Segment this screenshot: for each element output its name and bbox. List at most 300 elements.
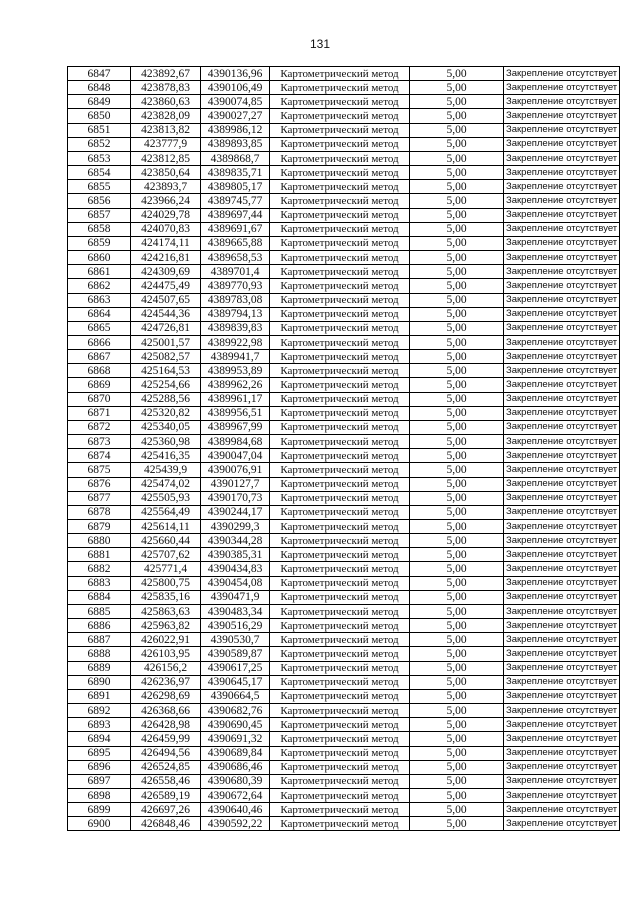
table-row <box>68 619 620 633</box>
accuracy-cell: 5,00 <box>410 520 504 534</box>
accuracy-cell: 5,00 <box>410 619 504 633</box>
fixation-cell: Закрепление отсутствует <box>504 534 620 548</box>
y-coordinate-cell: 4390385,31 <box>201 548 270 562</box>
fixation-cell: Закрепление отсутствует <box>504 760 620 774</box>
method-cell: Картометрический метод <box>270 817 410 831</box>
fixation-cell: Закрепление отсутствует <box>504 81 620 95</box>
method-cell: Картометрический метод <box>270 760 410 774</box>
x-coordinate-cell: 424070,83 <box>131 222 201 236</box>
point-number-cell: 6895 <box>68 746 131 760</box>
x-coordinate-cell: 423966,24 <box>131 194 201 208</box>
point-number-cell: 6863 <box>68 293 131 307</box>
x-coordinate-cell: 425416,35 <box>131 449 201 463</box>
y-coordinate-cell: 4389868,7 <box>201 151 270 165</box>
accuracy-cell: 5,00 <box>410 590 504 604</box>
point-number-cell: 6893 <box>68 718 131 732</box>
table-row <box>68 562 620 576</box>
x-coordinate-cell: 424309,69 <box>131 265 201 279</box>
y-coordinate-cell: 4390645,17 <box>201 675 270 689</box>
table-row <box>68 548 620 562</box>
method-cell: Картометрический метод <box>270 236 410 250</box>
table-row <box>68 704 620 718</box>
y-coordinate-cell: 4389956,51 <box>201 406 270 420</box>
point-number-cell: 6851 <box>68 123 131 137</box>
x-coordinate-cell: 423812,85 <box>131 151 201 165</box>
x-coordinate-cell: 425963,82 <box>131 619 201 633</box>
method-cell: Картометрический метод <box>270 788 410 802</box>
y-coordinate-cell: 4390640,46 <box>201 803 270 817</box>
y-coordinate-cell: 4390076,91 <box>201 463 270 477</box>
x-coordinate-cell: 425001,57 <box>131 335 201 349</box>
y-coordinate-cell: 4390127,7 <box>201 477 270 491</box>
y-coordinate-cell: 4390483,34 <box>201 604 270 618</box>
x-coordinate-cell: 425254,66 <box>131 378 201 392</box>
accuracy-cell: 5,00 <box>410 279 504 293</box>
point-number-cell: 6894 <box>68 732 131 746</box>
y-coordinate-cell: 4390471,9 <box>201 590 270 604</box>
accuracy-cell: 5,00 <box>410 576 504 590</box>
accuracy-cell: 5,00 <box>410 180 504 194</box>
table-row <box>68 420 620 434</box>
accuracy-cell: 5,00 <box>410 491 504 505</box>
point-number-cell: 6887 <box>68 633 131 647</box>
x-coordinate-cell: 425439,9 <box>131 463 201 477</box>
accuracy-cell: 5,00 <box>410 633 504 647</box>
fixation-cell: Закрепление отсутствует <box>504 166 620 180</box>
accuracy-cell: 5,00 <box>410 435 504 449</box>
fixation-cell: Закрепление отсутствует <box>504 604 620 618</box>
method-cell: Картометрический метод <box>270 675 410 689</box>
accuracy-cell: 5,00 <box>410 449 504 463</box>
table-row <box>68 81 620 95</box>
table-row <box>68 265 620 279</box>
fixation-cell: Закрепление отсутствует <box>504 704 620 718</box>
point-number-cell: 6883 <box>68 576 131 590</box>
y-coordinate-cell: 4389962,26 <box>201 378 270 392</box>
method-cell: Картометрический метод <box>270 251 410 265</box>
point-number-cell: 6876 <box>68 477 131 491</box>
table-row <box>68 95 620 109</box>
table-row <box>68 236 620 250</box>
method-cell: Картометрический метод <box>270 704 410 718</box>
accuracy-cell: 5,00 <box>410 109 504 123</box>
accuracy-cell: 5,00 <box>410 236 504 250</box>
accuracy-cell: 5,00 <box>410 661 504 675</box>
table-row <box>68 760 620 774</box>
fixation-cell: Закрепление отсутствует <box>504 137 620 151</box>
point-number-cell: 6892 <box>68 704 131 718</box>
accuracy-cell: 5,00 <box>410 420 504 434</box>
fixation-cell: Закрепление отсутствует <box>504 392 620 406</box>
y-coordinate-cell: 4390106,49 <box>201 81 270 95</box>
fixation-cell: Закрепление отсутствует <box>504 194 620 208</box>
y-coordinate-cell: 4389745,77 <box>201 194 270 208</box>
accuracy-cell: 5,00 <box>410 689 504 703</box>
x-coordinate-cell: 425320,82 <box>131 406 201 420</box>
fixation-cell: Закрепление отсутствует <box>504 689 620 703</box>
x-coordinate-cell: 425288,56 <box>131 392 201 406</box>
y-coordinate-cell: 4390299,3 <box>201 520 270 534</box>
x-coordinate-cell: 425564,49 <box>131 505 201 519</box>
table-row <box>68 251 620 265</box>
x-coordinate-cell: 425082,57 <box>131 350 201 364</box>
point-number-cell: 6884 <box>68 590 131 604</box>
table-row <box>68 222 620 236</box>
method-cell: Картометрический метод <box>270 647 410 661</box>
accuracy-cell: 5,00 <box>410 293 504 307</box>
point-number-cell: 6856 <box>68 194 131 208</box>
accuracy-cell: 5,00 <box>410 67 504 81</box>
point-number-cell: 6888 <box>68 647 131 661</box>
point-number-cell: 6890 <box>68 675 131 689</box>
method-cell: Картометрический метод <box>270 505 410 519</box>
y-coordinate-cell: 4390686,46 <box>201 760 270 774</box>
fixation-cell: Закрепление отсутствует <box>504 335 620 349</box>
x-coordinate-cell: 425340,05 <box>131 420 201 434</box>
table-row <box>68 520 620 534</box>
method-cell: Картометрический метод <box>270 67 410 81</box>
method-cell: Картометрический метод <box>270 222 410 236</box>
fixation-cell: Закрепление отсутствует <box>504 718 620 732</box>
accuracy-cell: 5,00 <box>410 463 504 477</box>
table-row <box>68 661 620 675</box>
fixation-cell: Закрепление отсутствует <box>504 817 620 831</box>
table-row <box>68 166 620 180</box>
y-coordinate-cell: 4390516,29 <box>201 619 270 633</box>
y-coordinate-cell: 4390689,84 <box>201 746 270 760</box>
table-row <box>68 449 620 463</box>
fixation-cell: Закрепление отсутствует <box>504 746 620 760</box>
x-coordinate-cell: 424726,81 <box>131 321 201 335</box>
table-row <box>68 392 620 406</box>
fixation-cell: Закрепление отсутствует <box>504 788 620 802</box>
fixation-cell: Закрепление отсутствует <box>504 67 620 81</box>
point-number-cell: 6889 <box>68 661 131 675</box>
table-row <box>68 505 620 519</box>
point-number-cell: 6898 <box>68 788 131 802</box>
x-coordinate-cell: 425800,75 <box>131 576 201 590</box>
method-cell: Картометрический метод <box>270 774 410 788</box>
x-coordinate-cell: 426022,91 <box>131 633 201 647</box>
table-row <box>68 534 620 548</box>
x-coordinate-cell: 426459,99 <box>131 732 201 746</box>
x-coordinate-cell: 425835,16 <box>131 590 201 604</box>
x-coordinate-cell: 426494,56 <box>131 746 201 760</box>
method-cell: Картометрический метод <box>270 406 410 420</box>
table-row <box>68 689 620 703</box>
fixation-cell: Закрепление отсутствует <box>504 505 620 519</box>
fixation-cell: Закрепление отсутствует <box>504 222 620 236</box>
y-coordinate-cell: 4389805,17 <box>201 180 270 194</box>
fixation-cell: Закрепление отсутствует <box>504 562 620 576</box>
y-coordinate-cell: 4390530,7 <box>201 633 270 647</box>
point-number-cell: 6868 <box>68 364 131 378</box>
fixation-cell: Закрепление отсутствует <box>504 321 620 335</box>
fixation-cell: Закрепление отсутствует <box>504 109 620 123</box>
accuracy-cell: 5,00 <box>410 208 504 222</box>
table-row <box>68 817 620 831</box>
x-coordinate-cell: 426368,66 <box>131 704 201 718</box>
point-number-cell: 6867 <box>68 350 131 364</box>
method-cell: Картометрический метод <box>270 746 410 760</box>
accuracy-cell: 5,00 <box>410 364 504 378</box>
point-number-cell: 6847 <box>68 67 131 81</box>
accuracy-cell: 5,00 <box>410 335 504 349</box>
point-number-cell: 6897 <box>68 774 131 788</box>
point-number-cell: 6899 <box>68 803 131 817</box>
method-cell: Картометрический метод <box>270 718 410 732</box>
accuracy-cell: 5,00 <box>410 774 504 788</box>
table-row <box>68 590 620 604</box>
table-row <box>68 746 620 760</box>
y-coordinate-cell: 4389986,12 <box>201 123 270 137</box>
accuracy-cell: 5,00 <box>410 321 504 335</box>
accuracy-cell: 5,00 <box>410 222 504 236</box>
y-coordinate-cell: 4389984,68 <box>201 435 270 449</box>
fixation-cell: Закрепление отсутствует <box>504 151 620 165</box>
accuracy-cell: 5,00 <box>410 718 504 732</box>
fixation-cell: Закрепление отсутствует <box>504 378 620 392</box>
accuracy-cell: 5,00 <box>410 307 504 321</box>
accuracy-cell: 5,00 <box>410 151 504 165</box>
fixation-cell: Закрепление отсутствует <box>504 364 620 378</box>
accuracy-cell: 5,00 <box>410 505 504 519</box>
accuracy-cell: 5,00 <box>410 788 504 802</box>
fixation-cell: Закрепление отсутствует <box>504 293 620 307</box>
table-row <box>68 788 620 802</box>
point-number-cell: 6859 <box>68 236 131 250</box>
y-coordinate-cell: 4390047,04 <box>201 449 270 463</box>
y-coordinate-cell: 4389835,71 <box>201 166 270 180</box>
y-coordinate-cell: 4389701,4 <box>201 265 270 279</box>
method-cell: Картометрический метод <box>270 633 410 647</box>
point-number-cell: 6855 <box>68 180 131 194</box>
x-coordinate-cell: 425164,53 <box>131 364 201 378</box>
accuracy-cell: 5,00 <box>410 123 504 137</box>
point-number-cell: 6873 <box>68 435 131 449</box>
method-cell: Картометрический метод <box>270 265 410 279</box>
x-coordinate-cell: 423850,64 <box>131 166 201 180</box>
point-number-cell: 6886 <box>68 619 131 633</box>
table-row <box>68 321 620 335</box>
fixation-cell: Закрепление отсутствует <box>504 180 620 194</box>
method-cell: Картометрический метод <box>270 619 410 633</box>
y-coordinate-cell: 4389922,98 <box>201 335 270 349</box>
table-row <box>68 675 620 689</box>
table-row <box>68 151 620 165</box>
fixation-cell: Закрепление отсутствует <box>504 576 620 590</box>
x-coordinate-cell: 424475,49 <box>131 279 201 293</box>
table-row <box>68 364 620 378</box>
method-cell: Картометрический метод <box>270 335 410 349</box>
y-coordinate-cell: 4390244,17 <box>201 505 270 519</box>
accuracy-cell: 5,00 <box>410 350 504 364</box>
fixation-cell: Закрепление отсутствует <box>504 449 620 463</box>
point-number-cell: 6872 <box>68 420 131 434</box>
x-coordinate-cell: 426558,46 <box>131 774 201 788</box>
table-row <box>68 307 620 321</box>
y-coordinate-cell: 4389794,13 <box>201 307 270 321</box>
y-coordinate-cell: 4390682,76 <box>201 704 270 718</box>
point-number-cell: 6858 <box>68 222 131 236</box>
coordinates-table <box>67 66 620 831</box>
accuracy-cell: 5,00 <box>410 194 504 208</box>
fixation-cell: Закрепление отсутствует <box>504 675 620 689</box>
method-cell: Картометрический метод <box>270 378 410 392</box>
x-coordinate-cell: 426848,46 <box>131 817 201 831</box>
table-row <box>68 718 620 732</box>
x-coordinate-cell: 426697,26 <box>131 803 201 817</box>
method-cell: Картометрический метод <box>270 590 410 604</box>
method-cell: Картометрический метод <box>270 520 410 534</box>
method-cell: Картометрический метод <box>270 95 410 109</box>
y-coordinate-cell: 4389967,99 <box>201 420 270 434</box>
point-number-cell: 6853 <box>68 151 131 165</box>
method-cell: Картометрический метод <box>270 279 410 293</box>
fixation-cell: Закрепление отсутствует <box>504 774 620 788</box>
table-row <box>68 604 620 618</box>
x-coordinate-cell: 424544,36 <box>131 307 201 321</box>
accuracy-cell: 5,00 <box>410 251 504 265</box>
accuracy-cell: 5,00 <box>410 817 504 831</box>
table-row <box>68 194 620 208</box>
point-number-cell: 6871 <box>68 406 131 420</box>
y-coordinate-cell: 4390680,39 <box>201 774 270 788</box>
point-number-cell: 6880 <box>68 534 131 548</box>
point-number-cell: 6877 <box>68 491 131 505</box>
x-coordinate-cell: 424174,11 <box>131 236 201 250</box>
fixation-cell: Закрепление отсутствует <box>504 265 620 279</box>
x-coordinate-cell: 425771,4 <box>131 562 201 576</box>
y-coordinate-cell: 4389658,53 <box>201 251 270 265</box>
accuracy-cell: 5,00 <box>410 746 504 760</box>
accuracy-cell: 5,00 <box>410 95 504 109</box>
point-number-cell: 6850 <box>68 109 131 123</box>
y-coordinate-cell: 4390672,64 <box>201 788 270 802</box>
point-number-cell: 6849 <box>68 95 131 109</box>
point-number-cell: 6879 <box>68 520 131 534</box>
x-coordinate-cell: 426156,2 <box>131 661 201 675</box>
x-coordinate-cell: 426298,69 <box>131 689 201 703</box>
y-coordinate-cell: 4389953,89 <box>201 364 270 378</box>
y-coordinate-cell: 4389961,17 <box>201 392 270 406</box>
table-row <box>68 378 620 392</box>
fixation-cell: Закрепление отсутствует <box>504 236 620 250</box>
x-coordinate-cell: 423860,63 <box>131 95 201 109</box>
y-coordinate-cell: 4389941,7 <box>201 350 270 364</box>
method-cell: Картометрический метод <box>270 732 410 746</box>
x-coordinate-cell: 425474,02 <box>131 477 201 491</box>
y-coordinate-cell: 4390691,32 <box>201 732 270 746</box>
y-coordinate-cell: 4390690,45 <box>201 718 270 732</box>
fixation-cell: Закрепление отсутствует <box>504 251 620 265</box>
point-number-cell: 6896 <box>68 760 131 774</box>
y-coordinate-cell: 4390344,28 <box>201 534 270 548</box>
method-cell: Картометрический метод <box>270 293 410 307</box>
table-body <box>68 67 620 831</box>
fixation-cell: Закрепление отсутствует <box>504 279 620 293</box>
x-coordinate-cell: 423893,7 <box>131 180 201 194</box>
x-coordinate-cell: 426589,19 <box>131 788 201 802</box>
method-cell: Картометрический метод <box>270 534 410 548</box>
accuracy-cell: 5,00 <box>410 647 504 661</box>
table-row <box>68 406 620 420</box>
method-cell: Картометрический метод <box>270 321 410 335</box>
x-coordinate-cell: 426524,85 <box>131 760 201 774</box>
table-row <box>68 491 620 505</box>
point-number-cell: 6875 <box>68 463 131 477</box>
method-cell: Картометрический метод <box>270 137 410 151</box>
method-cell: Картометрический метод <box>270 123 410 137</box>
fixation-cell: Закрепление отсутствует <box>504 307 620 321</box>
method-cell: Картометрический метод <box>270 491 410 505</box>
table-row <box>68 732 620 746</box>
y-coordinate-cell: 4390664,5 <box>201 689 270 703</box>
method-cell: Картометрический метод <box>270 449 410 463</box>
y-coordinate-cell: 4390170,73 <box>201 491 270 505</box>
x-coordinate-cell: 424507,65 <box>131 293 201 307</box>
accuracy-cell: 5,00 <box>410 534 504 548</box>
point-number-cell: 6865 <box>68 321 131 335</box>
table-row <box>68 350 620 364</box>
table-row <box>68 803 620 817</box>
point-number-cell: 6882 <box>68 562 131 576</box>
accuracy-cell: 5,00 <box>410 562 504 576</box>
fixation-cell: Закрепление отсутствует <box>504 491 620 505</box>
y-coordinate-cell: 4390074,85 <box>201 95 270 109</box>
fixation-cell: Закрепление отсутствует <box>504 208 620 222</box>
point-number-cell: 6864 <box>68 307 131 321</box>
accuracy-cell: 5,00 <box>410 732 504 746</box>
accuracy-cell: 5,00 <box>410 265 504 279</box>
fixation-cell: Закрепление отсутствует <box>504 406 620 420</box>
accuracy-cell: 5,00 <box>410 81 504 95</box>
method-cell: Картометрический метод <box>270 604 410 618</box>
point-number-cell: 6852 <box>68 137 131 151</box>
x-coordinate-cell: 423813,82 <box>131 123 201 137</box>
fixation-cell: Закрепление отсутствует <box>504 590 620 604</box>
x-coordinate-cell: 424029,78 <box>131 208 201 222</box>
fixation-cell: Закрепление отсутствует <box>504 633 620 647</box>
method-cell: Картометрический метод <box>270 392 410 406</box>
table-row <box>68 576 620 590</box>
point-number-cell: 6881 <box>68 548 131 562</box>
y-coordinate-cell: 4390027,27 <box>201 109 270 123</box>
fixation-cell: Закрепление отсутствует <box>504 477 620 491</box>
accuracy-cell: 5,00 <box>410 604 504 618</box>
fixation-cell: Закрепление отсутствует <box>504 803 620 817</box>
method-cell: Картометрический метод <box>270 689 410 703</box>
accuracy-cell: 5,00 <box>410 477 504 491</box>
method-cell: Картометрический метод <box>270 435 410 449</box>
fixation-cell: Закрепление отсутствует <box>504 647 620 661</box>
method-cell: Картометрический метод <box>270 803 410 817</box>
y-coordinate-cell: 4390592,22 <box>201 817 270 831</box>
point-number-cell: 6869 <box>68 378 131 392</box>
accuracy-cell: 5,00 <box>410 760 504 774</box>
x-coordinate-cell: 426236,97 <box>131 675 201 689</box>
point-number-cell: 6857 <box>68 208 131 222</box>
y-coordinate-cell: 4389697,44 <box>201 208 270 222</box>
method-cell: Картометрический метод <box>270 364 410 378</box>
table-row <box>68 208 620 222</box>
x-coordinate-cell: 423878,83 <box>131 81 201 95</box>
accuracy-cell: 5,00 <box>410 137 504 151</box>
accuracy-cell: 5,00 <box>410 548 504 562</box>
accuracy-cell: 5,00 <box>410 378 504 392</box>
table-row <box>68 180 620 194</box>
y-coordinate-cell: 4389893,85 <box>201 137 270 151</box>
